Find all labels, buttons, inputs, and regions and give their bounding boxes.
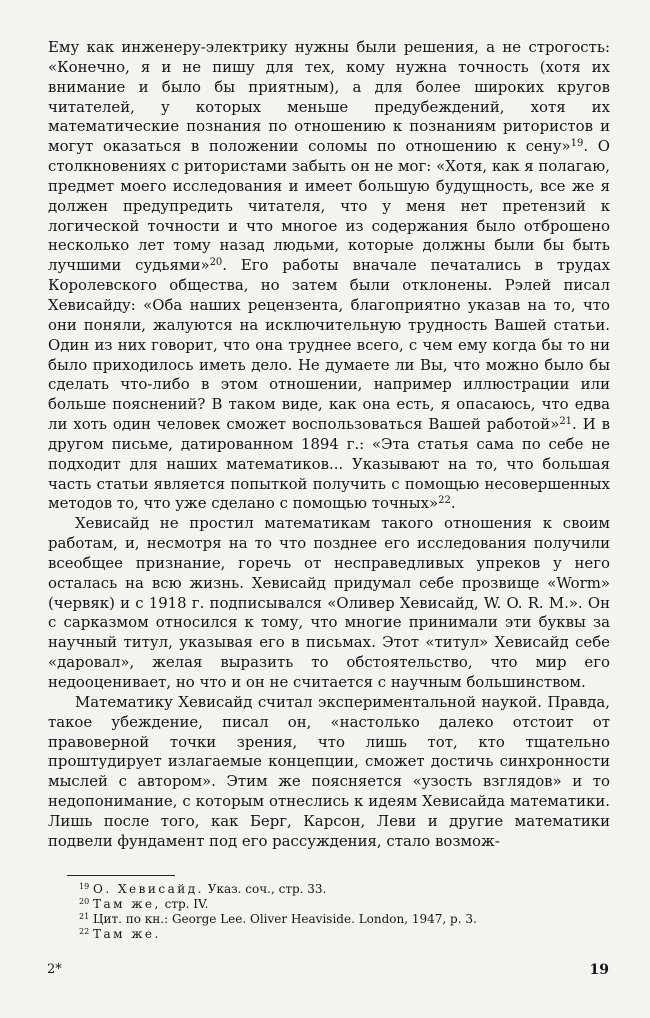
footnote-ref: 19: [570, 138, 584, 150]
footnote-text: Цит. по кн.: George Lee. Oliver Heaviside. London, 1947, p. 3.: [93, 912, 477, 926]
footnote: [79, 927, 609, 942]
footnote-text: стр. IV.: [160, 897, 209, 911]
text-run: . И в другом письме, датированном 1894 г.: «Эта статья сама по себе не подходит для наших математиков... Указывают на то, что большая часть статьи является попыткой получить с помощью несовершенных методов то, что уже сделано с помощью точных»: [48, 415, 610, 513]
text-run: Ему как инженеру-электрику нужны были решения, а не строгость: «Конечно, я и не пишу для тех, кому нужна точность (хотя их внимание и было бы приятным), а для более широких кругов читателей, у которых меньше предубеждений, хотя их математические познания по отношению к познаниям ритористов и могут оказаться в положении соломы по отношению к сену»: [48, 38, 610, 156]
footnote: [79, 882, 609, 897]
footnote-ref: 22: [438, 495, 451, 507]
footnote-number: 19: [79, 882, 90, 891]
footnote: [79, 897, 609, 912]
footnote-number: 21: [79, 912, 90, 921]
text-run: . О столкновениях с ритористами забыть он не мог: «Хотя, как я полагаю, предмет моего исследования и имеет большую будущность, все же я должен предупредить читателя, что у меня нет претензий к логической точности и что многое из содержания было отброшено несколько лет тому назад людьми, которые должны были бы быть лучшими судьями»: [48, 137, 610, 275]
footnote-separator: [67, 875, 175, 876]
footnote-author: О. Хевисайд.: [93, 882, 204, 896]
text-run: .: [450, 494, 456, 513]
footnotes: [79, 882, 609, 942]
paragraph: [48, 38, 610, 514]
footnote: [79, 912, 609, 927]
signature-mark: 2*: [47, 962, 62, 977]
footnote-author: Там же.: [93, 927, 161, 941]
body-text: [48, 38, 610, 852]
footnote-number: 22: [79, 927, 90, 936]
footnote-text: Указ. соч., стр. 33.: [203, 882, 327, 896]
text-run: Хевисайд не простил математикам такого отношения к своим работам, и, несмотря на то что позднее его исследования получили всеобщее признание, горечь от несправедливых упреков у него осталась на всю жизнь. Хевисайд придумал себе прозвище «Worm» (червяк) и с 1918 г. подписывался «Оливер Хевисайд, W. O. R. M.». Он с сарказмом относился к тому, что многие принимали эти буквы за научный титул, указывая его в письмах. Этот «титул» Хевисайд себе «даровал», желая выразить то обстоятельство, что мир его недооценивает, но что и он не считается с научным большинством.: [48, 514, 610, 691]
footnote-number: 20: [79, 897, 90, 906]
footnote-ref: 20: [209, 257, 223, 269]
footnote-ref: 21: [559, 416, 573, 428]
footnote-author: Там же,: [93, 897, 161, 911]
paragraph: [48, 514, 610, 693]
text-run: . Его работы вначале печатались в трудах Королевского общества, но затем были отклонены. Рэлей писал Хевисайду: «Оба наших рецензента, благоприятно указав на то, что они поняли, жалуются на исключительную трудность Вашей статьи. Один из них говорит, что она труднее всего, с чем ему когда бы то ни было приходилось иметь дело. Не думаете ли Вы, что можно было бы сделать что-либо в этом отношении, например иллюстрации или больше пояснений? В таком виде, как она есть, я опасаюсь, что едва ли хоть один человек сможет воспользоваться Вашей работой»: [48, 256, 610, 434]
page-number: 19: [589, 962, 609, 978]
paragraph: [48, 693, 610, 852]
text-run: Математику Хевисайд считал экспериментальной наукой. Правда, такое убеждение, писал он, «настолько далеко отстоит от правоверной точки зрения, что лишь тот, кто тщательно проштудирует излагаемые концепции, сможет достичь синхронности мыслей с автором». Этим же поясняется «узость взглядов» и то недопонимание, с которым отнеслись к идеям Хевисайда математики. Лишь после того, как Берг, Карсон, Леви и другие математики подвели фундамент под его рассуждения, стало возмож-: [48, 692, 610, 850]
